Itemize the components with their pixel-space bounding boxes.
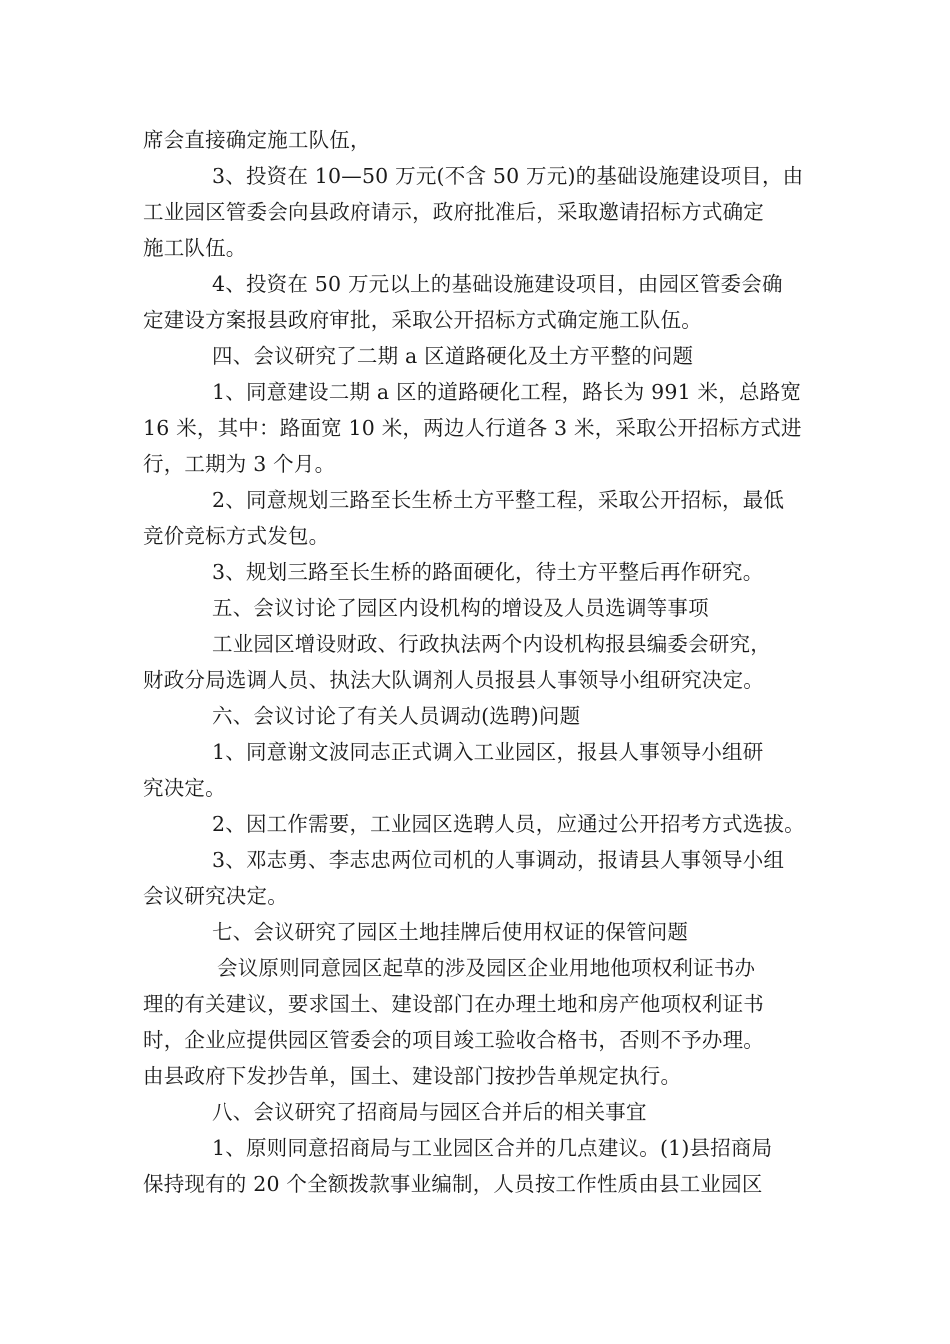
text-line: 2、同意规划三路至长生桥土方平整工程，采取公开招标，最低: [212, 488, 785, 512]
text-line: 3、投资在 10—50 万元(不含 50 万元)的基础设施建设项目，由: [212, 164, 804, 188]
section-heading: 四、会议研究了二期 a 区道路硬化及土方平整的问题: [212, 344, 694, 368]
text-line: 席会直接确定施工队伍，: [143, 128, 371, 152]
text-line: 保持现有的 20 个全额拨款事业编制，人员按工作性质由县工业园区: [143, 1172, 763, 1196]
text-line: 财政分局选调人员、执法大队调剂人员报县人事领导小组研究决定。: [143, 668, 764, 692]
text-line: 会议原则同意园区起草的涉及园区企业用地他项权利证书办: [217, 956, 756, 980]
text-line: 行，工期为 3 个月。: [143, 452, 336, 476]
text-line: 究决定。: [143, 776, 226, 800]
text-line: 竞价竞标方式发包。: [143, 524, 330, 548]
text-line: 施工队伍。: [143, 236, 247, 260]
section-heading: 八、会议研究了招商局与园区合并后的相关事宜: [212, 1100, 647, 1124]
text-line: 4、投资在 50 万元以上的基础设施建设项目，由园区管委会确: [212, 272, 783, 296]
text-line: 3、规划三路至长生桥的路面硬化，待土方平整后再作研究。: [212, 560, 764, 584]
section-heading: 六、会议讨论了有关人员调动(选聘)问题: [212, 704, 581, 728]
text-line: 时，企业应提供园区管委会的项目竣工验收合格书，否则不予办理。: [143, 1028, 764, 1052]
section-heading: 五、会议讨论了园区内设机构的增设及人员选调等事项: [212, 596, 709, 620]
text-line: 定建设方案报县政府审批，采取公开招标方式确定施工队伍。: [143, 308, 702, 332]
text-line: 3、邓志勇、李志忠两位司机的人事调动，报请县人事领导小组: [212, 848, 785, 872]
text-line: 16 米，其中：路面宽 10 米，两边人行道各 3 米，采取公开招标方式进: [143, 416, 802, 440]
text-line: 1、同意谢文波同志正式调入工业园区，报县人事领导小组研: [212, 740, 764, 764]
text-line: 工业园区增设财政、行政执法两个内设机构报县编委会研究，: [212, 632, 771, 656]
section-heading: 七、会议研究了园区土地挂牌后使用权证的保管问题: [212, 920, 689, 944]
text-line: 2、因工作需要，工业园区选聘人员，应通过公开招考方式选拔。: [212, 812, 805, 836]
text-line: 会议研究决定。: [143, 884, 288, 908]
text-line: 工业园区管委会向县政府请示，政府批准后，采取邀请招标方式确定: [143, 200, 764, 224]
text-line: 理的有关建议，要求国土、建设部门在办理土地和房产他项权利证书: [143, 992, 764, 1016]
text-line: 1、同意建设二期 a 区的道路硬化工程，路长为 991 米，总路宽: [212, 380, 802, 404]
text-line: 1、原则同意招商局与工业园区合并的几点建议。(1)县招商局: [212, 1136, 773, 1160]
text-line: 由县政府下发抄告单，国土、建设部门按抄告单规定执行。: [143, 1064, 682, 1088]
